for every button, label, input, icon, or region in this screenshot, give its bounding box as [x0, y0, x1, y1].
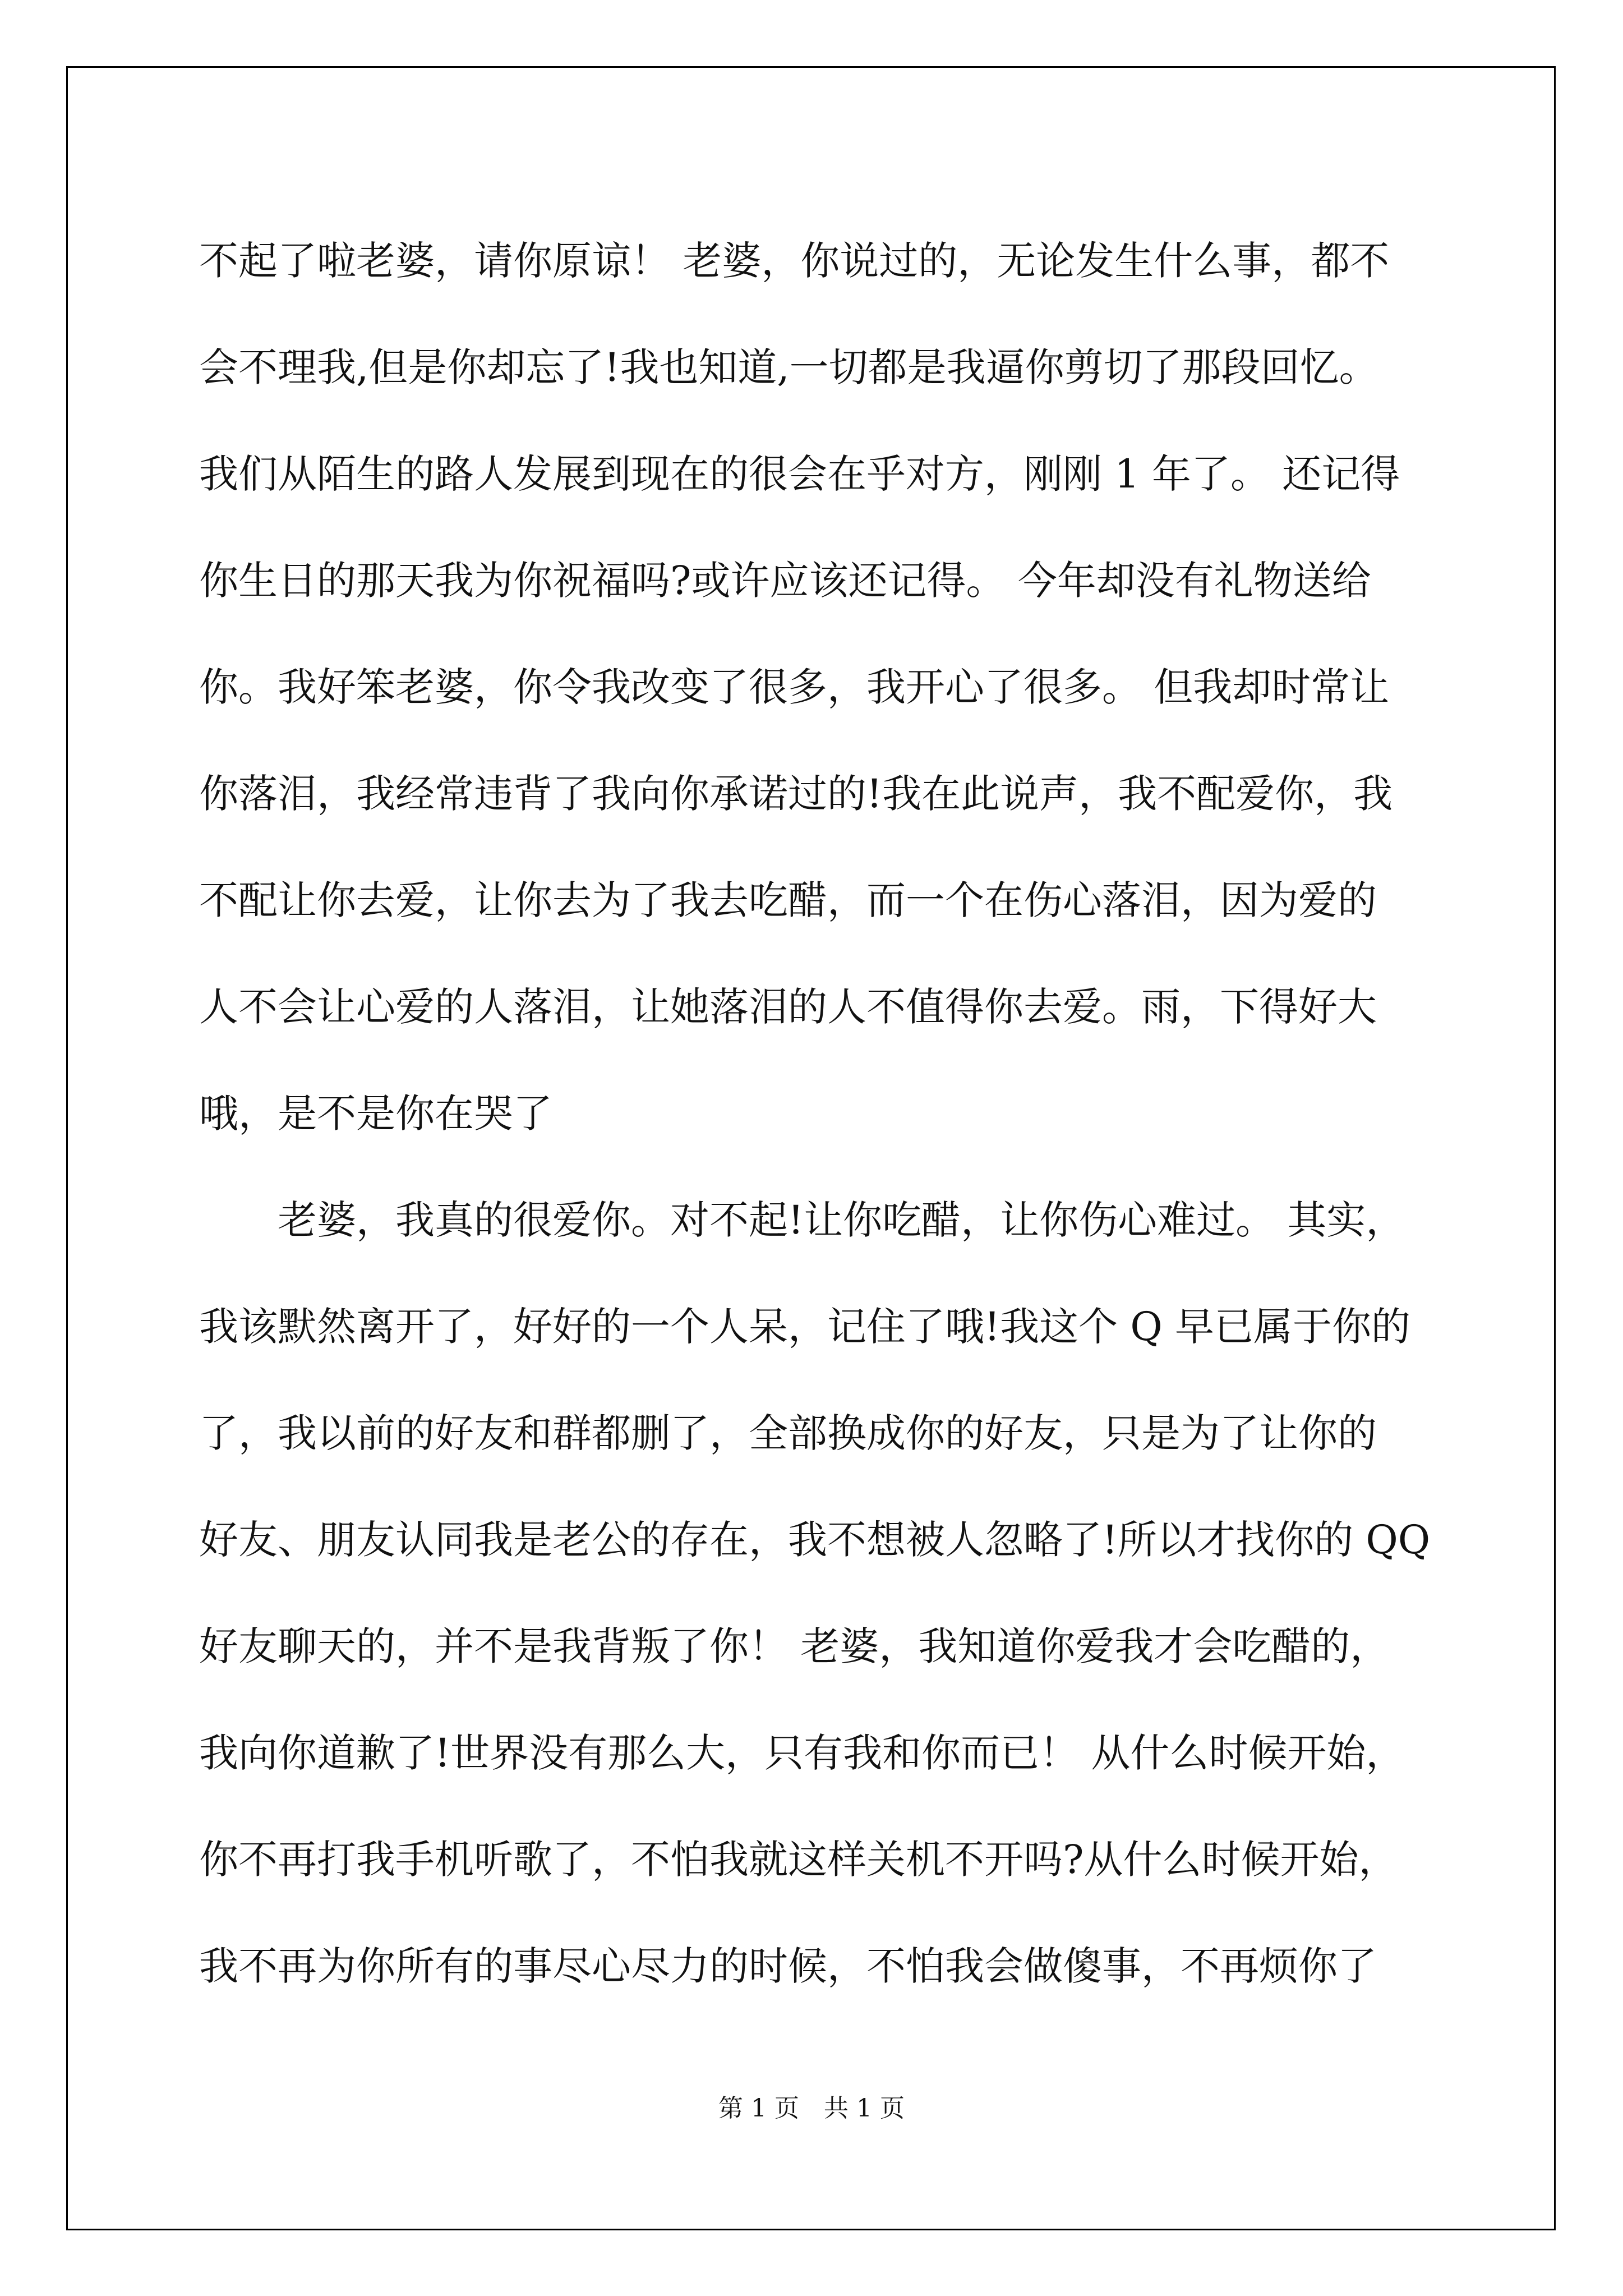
text-line: 好友聊天的，并不是我背叛了你！ 老婆，我知道你爱我才会吃醋的， [199, 1623, 1390, 1669]
text-line: 我不再为你所有的事尽心尽力的时候，不怕我会做傻事，不再烦你了 [199, 1943, 1377, 1989]
text-line: 你落泪，我经常违背了我向你承诺过的!我在此说声，我不配爱你，我 [199, 771, 1393, 817]
text-line: 了，我以前的好友和群都删了，全部换成你的好友，只是为了让你的 [199, 1410, 1377, 1456]
text-line: 不配让你去爱，让你去为了我去吃醋，而一个在伤心落泪，因为爱的 [199, 877, 1377, 923]
text-line: 会不理我,但是你却忘了!我也知道,一切都是我逼你剪切了那段回忆。 [199, 344, 1378, 390]
text-line: 我们从陌生的路人发展到现在的很会在乎对方，刚刚 1 年了。 还记得 [199, 451, 1400, 497]
text-line: 我向你道歉了!世界没有那么大，只有我和你而已！ 从什么时候开始， [199, 1730, 1405, 1776]
text-line: 我该默然离开了，好好的一个人呆，记住了哦!我这个 Q 早已属于你的 [199, 1304, 1411, 1350]
text-line: 哦，是不是你在哭了 [199, 1091, 552, 1137]
text-line: 人不会让心爱的人落泪，让她落泪的人不值得你去爱。雨，下得好大 [199, 984, 1377, 1030]
text-line: 你。我好笨老婆，你令我改变了很多，我开心了很多。 但我却时常让 [199, 664, 1390, 710]
text-line: 好友、朋友认同我是老公的存在，我不想被人忽略了!所以才找你的 QQ [199, 1517, 1431, 1563]
document-body [199, 208, 1433, 2019]
text-line: 你不再打我手机听歌了，不怕我就这样关机不开吗?从什么时候开始， [199, 1837, 1398, 1883]
text-line: 你生日的那天我为你祝福吗?或许应该还记得。 今年却没有礼物送给 [199, 558, 1371, 604]
text-line: 老婆，我真的很爱你。对不起!让你吃醋，让你伤心难过。 其实， [199, 1197, 1405, 1243]
page-footer: 第 1 页 共 1 页 [718, 2094, 905, 2123]
text-line: 不起了啦老婆，请你原谅！ 老婆，你说过的，无论发生什么事，都不 [199, 238, 1390, 284]
